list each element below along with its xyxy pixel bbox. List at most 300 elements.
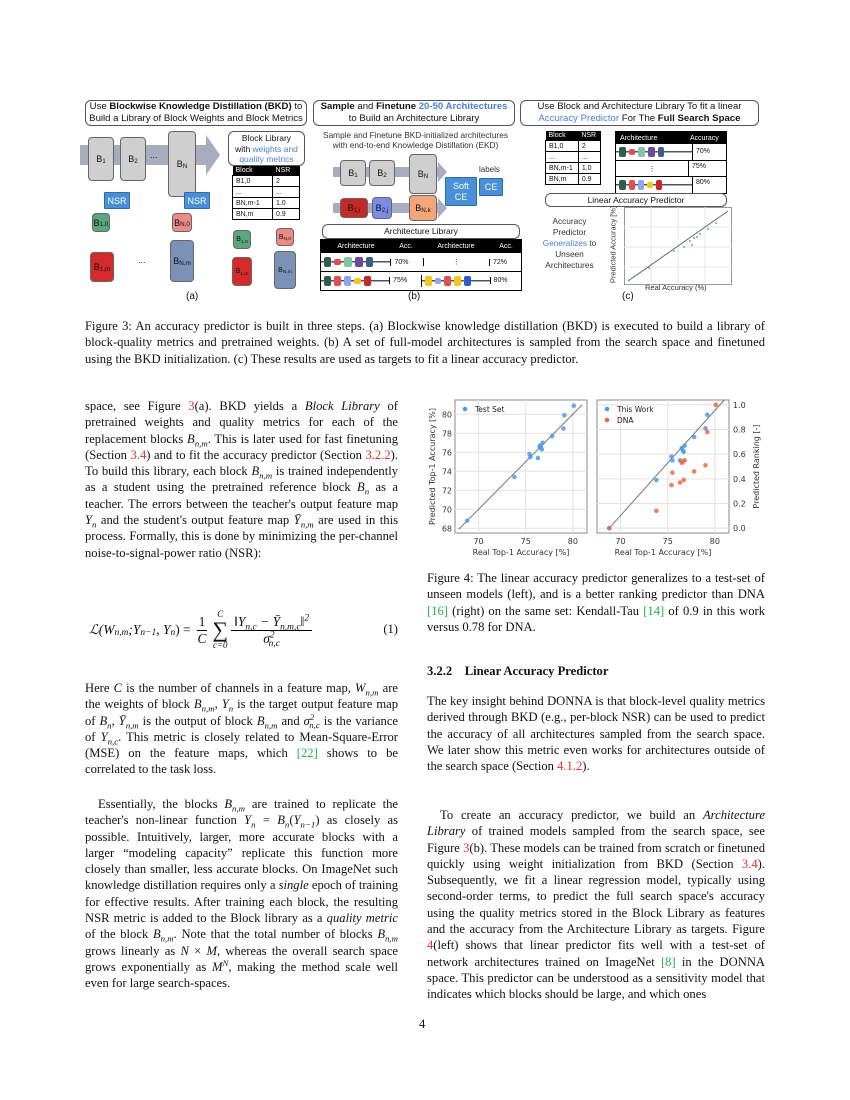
text: N,0: [283, 237, 292, 243]
text: 1: [102, 157, 106, 165]
text: [85, 681, 114, 695]
arch-diagram: [321, 275, 389, 287]
linear-predictor-box: Linear Accuracy Predictor: [545, 193, 727, 207]
ellipsis: ...: [150, 150, 158, 160]
superscript: 2: [309, 711, 315, 722]
math: [357, 480, 370, 497]
subscript: n,m: [300, 519, 314, 530]
text: B: [347, 203, 354, 213]
text: shows to be correlated to the task loss.: [85, 746, 398, 777]
text: B: [128, 154, 135, 164]
data-point-this-work: [692, 435, 697, 440]
text: [440, 808, 703, 822]
td: 80%: [692, 177, 710, 193]
text: B: [278, 266, 283, 274]
text: ) =: [175, 622, 191, 637]
data-point-test-set: [561, 426, 566, 431]
td: 0.9: [578, 174, 600, 185]
text: 2,j: [381, 206, 389, 214]
citation-link[interactable]: [661, 955, 676, 969]
panel-b-subtitle: [313, 130, 518, 150]
mini-plot-ylabel: Predicted Accuracy [%]: [608, 205, 618, 284]
text: Unseen: [555, 249, 584, 259]
text: σ: [263, 630, 270, 646]
text: and: [354, 101, 377, 112]
panel-a-label: (a): [186, 291, 199, 302]
text: 3: [463, 840, 470, 855]
math: [114, 681, 122, 695]
student-block-1: [340, 198, 368, 218]
block-bn-0: [172, 213, 192, 232]
text: ,: [214, 697, 222, 712]
text: of trained models sampled from the search space, see Figure: [427, 824, 765, 855]
text: 3.4: [741, 856, 758, 871]
text: 1,0: [240, 239, 248, 245]
text: epoch of training for effective results. After training each block, the resulting NSR metric is added to the Block library as a: [85, 878, 398, 926]
block-bn-m: [170, 240, 194, 282]
text: B: [93, 262, 100, 272]
nsr-box-1: NSR: [104, 192, 130, 209]
subscript: n,m: [125, 720, 139, 731]
text: [174, 927, 378, 941]
data-point-dna: [714, 403, 719, 408]
text: B: [99, 713, 108, 728]
text: quality metric: [326, 911, 398, 926]
text: ‖Y: [234, 613, 246, 629]
text: C: [217, 609, 224, 619]
text: B: [224, 797, 233, 811]
text: . This is later used for fast finetuning (Section: [85, 431, 398, 462]
text: is the output of block: [138, 713, 257, 728]
td: B1,0: [233, 176, 273, 187]
math: [224, 797, 246, 814]
td: 75%: [389, 277, 420, 284]
th: Acc.: [499, 243, 513, 250]
text: 2: [383, 171, 387, 179]
text: M: [212, 959, 223, 974]
figure-3-caption: Figure 3: An accuracy predictor is built in three steps. (a) Blockwise knowledge distillation (BKD) is executed to build a library of block-quality metrics and pretrained weights. (b) A set of full-model architectures is sampled from the search space and finetuned using the BKD initialization. (c) These results are used as targets to fit a linear accuracy predictor.: [85, 319, 765, 366]
text: 20-50 Architectures: [416, 101, 508, 112]
data-point-dna: [705, 430, 710, 435]
mini-accuracy-plot: [624, 207, 732, 285]
cross-reference-link[interactable]: [557, 759, 582, 773]
text: σ: [303, 713, 310, 728]
subscript: n,c: [309, 720, 320, 731]
data-point-test-set: [540, 440, 545, 445]
math: [303, 711, 320, 731]
math: [293, 813, 316, 830]
td: 2: [272, 176, 299, 187]
architecture-library-box: Architecture Library: [322, 224, 520, 239]
x-tick-label: 75: [520, 537, 531, 546]
text: to Build an Architecture Library: [348, 113, 480, 124]
equation-number: (1): [383, 622, 398, 636]
text: Use Block and Architecture Library To fit a linear: [537, 101, 742, 112]
text: of the block: [85, 927, 153, 942]
text: B: [176, 159, 183, 169]
text: B: [251, 464, 260, 479]
text: 3.2.2: [427, 664, 453, 678]
td: 80%: [490, 277, 521, 284]
text: space, see Figure: [85, 399, 189, 413]
subscript: n,m: [160, 933, 174, 944]
text: B: [187, 431, 195, 446]
figure-4-caption: [427, 570, 765, 636]
panel-b-label: (b): [408, 291, 421, 302]
text: c=0: [212, 640, 228, 650]
subscript: n−1: [300, 819, 316, 830]
td: 0.9: [272, 209, 299, 220]
text: ‖: [300, 613, 305, 629]
text: Accuracy Predictor: [538, 113, 620, 124]
math: [193, 697, 215, 714]
text: N: [180, 943, 189, 958]
text: single: [278, 878, 309, 893]
x-tick-label: 70: [615, 537, 626, 546]
text: of 0.9 in this work versus 0.78 for DNA.: [427, 603, 765, 635]
text: with end-to-end Knowledge Distillation (EKD): [332, 140, 499, 150]
text: B: [174, 217, 181, 228]
x-tick-label: 75: [662, 537, 673, 546]
td: ...: [546, 152, 579, 163]
text: B: [357, 480, 365, 495]
y-tick-label: 0.0: [733, 524, 746, 534]
td: 75%: [688, 161, 706, 176]
text: and: [277, 713, 304, 728]
cross-reference-link[interactable]: [742, 857, 758, 871]
text: B: [193, 697, 202, 712]
text: to: [291, 101, 303, 112]
th: Architecture: [337, 243, 375, 250]
y-tick-label: 70: [441, 505, 452, 515]
text: ∑: [212, 617, 229, 642]
denominator: [263, 630, 280, 650]
panel-a-header: [85, 100, 307, 126]
text: n,c: [245, 622, 257, 633]
math: [355, 681, 379, 698]
data-point-test-set: [528, 455, 533, 460]
text: of pretrained weights and quality metrics for each of the replacement blocks: [85, 399, 399, 446]
text: is the variance of: [85, 713, 399, 744]
block-b1: [88, 137, 114, 181]
y-axis-label: Predicted Top-1 Accuracy [%]: [428, 407, 437, 526]
text: [427, 841, 765, 871]
text: B: [93, 217, 100, 228]
text: (b). These models can be trained from scratch or finetuned quickly using weight initialization from BKD (Section: [427, 840, 765, 871]
td: B1,0: [546, 141, 579, 152]
text: Y: [221, 697, 229, 712]
text: as a teacher. The errors between the teacher's output feature map: [85, 480, 398, 511]
text: N,k: [421, 206, 431, 214]
y-tick-label: 0.4: [733, 474, 746, 484]
text: [327, 911, 398, 925]
fraction-nsr: [231, 613, 312, 650]
labels-text: labels: [479, 165, 500, 174]
panel-b-header: [313, 100, 515, 126]
citation-link[interactable]: [297, 746, 318, 760]
text: 4.1.2: [557, 759, 583, 774]
text: [448, 604, 643, 618]
text: Sample and Finetune BKD-initialized architectures: [323, 130, 508, 140]
text: Architectures: [545, 260, 594, 270]
text: − Ȳ: [256, 613, 281, 629]
text: [305, 399, 380, 413]
text: B: [235, 268, 241, 275]
text: (left) shows that linear predictor fits well with a test-set of network architectures trained on ImageNet: [427, 938, 765, 969]
text: [22]: [296, 746, 318, 761]
architecture-table-b: [320, 239, 522, 291]
arch-diagram: [616, 179, 692, 191]
text: grows linearly as: [85, 943, 181, 958]
y-tick-label: 68: [441, 524, 452, 534]
subscript: n,m: [201, 703, 215, 714]
y-tick-label: 76: [441, 448, 452, 458]
citation-link[interactable]: [643, 604, 664, 618]
text: N,0: [180, 221, 190, 229]
student-block-n: [409, 195, 437, 221]
text: [279, 878, 309, 892]
fraction-1-over-c: [197, 614, 208, 647]
td: 1.0: [272, 198, 299, 209]
math: [277, 813, 290, 830]
text: [85, 399, 188, 413]
text: Accuracy: [552, 216, 587, 226]
data-point-test-set: [465, 518, 470, 523]
text: ;Y: [128, 622, 141, 637]
legend-label: This Work: [617, 405, 654, 414]
citation-link[interactable]: [427, 604, 448, 618]
subscript: n: [107, 720, 112, 731]
text: , whereas the overall search space grows exponentially as: [85, 943, 398, 974]
text: [122, 681, 355, 695]
text: B: [277, 813, 285, 828]
data-point-dna: [692, 469, 697, 474]
th: Accuracy: [690, 134, 719, 142]
text: B: [236, 236, 241, 243]
math: [118, 713, 139, 731]
block-b2: [120, 137, 146, 181]
lib-block-b1-0: [233, 230, 251, 249]
text: [278, 714, 304, 728]
text: [195, 399, 305, 413]
lib-block-bn-m: [274, 251, 296, 289]
subscript: n,m: [194, 438, 208, 449]
td: ⋮: [648, 165, 656, 173]
text: B: [375, 203, 382, 213]
text: [85, 944, 180, 958]
text: and the student's output feature map: [96, 513, 294, 528]
y-tick-label: 0.2: [733, 499, 746, 509]
data-point-this-work: [681, 449, 686, 454]
text: ). Subsequently, we fit a linear regression model, typically using second-order terms, to predict the full search space's accuracy using the quality metrics stored in the Block Library as features and the accuracy from the Architecture Library as targets. Figure: [427, 856, 765, 937]
math: [293, 513, 314, 530]
block-nsr-table-a: [232, 166, 300, 220]
cross-reference-link[interactable]: [365, 448, 390, 462]
text: Essentially, the blocks: [98, 797, 225, 811]
text: (: [289, 813, 294, 828]
text: B: [417, 169, 424, 179]
section-heading-3-2-2: [427, 664, 608, 679]
architecture-table-c: [615, 131, 727, 194]
data-point-this-work: [705, 412, 710, 417]
left-paragraph-2: [85, 680, 398, 778]
math: [377, 927, 398, 944]
subscript: n,m: [259, 470, 273, 481]
text: 1: [354, 171, 358, 179]
chart-ranking: [597, 400, 761, 557]
text: weights and quality metrics: [239, 143, 298, 164]
text: is trained independently as a student using the pretrained reference block: [85, 464, 399, 495]
text: [189, 944, 207, 958]
text: Y: [244, 813, 252, 828]
figure-4-charts: [425, 395, 770, 560]
td: ...: [233, 187, 273, 198]
text: are the weights of block: [85, 681, 398, 712]
superscript: N: [222, 957, 229, 968]
text: n,c: [268, 639, 280, 650]
text: Block Library: [241, 133, 292, 143]
y-tick-label: 0.8: [733, 425, 746, 435]
nsr-box-n: NSR: [184, 192, 210, 209]
ellipsis: ...: [138, 255, 146, 265]
arch-diagram: [616, 146, 692, 158]
arch-diagram: [421, 275, 490, 287]
text: Full Search Space: [657, 113, 741, 124]
legend-label: DNA: [617, 416, 634, 425]
text: To create an accuracy predictor, we build an: [440, 808, 703, 822]
text: 3: [188, 399, 195, 413]
ce-box: CE: [479, 178, 503, 196]
x-tick-label: 70: [473, 537, 484, 546]
text: 1,m: [240, 271, 249, 277]
text: W: [355, 681, 366, 695]
data-point-dna: [682, 458, 687, 463]
left-paragraph-3: [85, 796, 398, 992]
x-tick-label: 80: [567, 537, 578, 546]
text: B: [377, 168, 384, 178]
right-paragraph-2: [427, 807, 765, 1003]
y-tick-label: 80: [441, 410, 452, 420]
text: 2: [269, 630, 275, 640]
math: [152, 927, 174, 944]
text: Sample: [320, 101, 355, 112]
th: NSR: [272, 166, 299, 176]
legend-marker: [605, 418, 610, 423]
block-b1-m: [90, 252, 114, 282]
text: [85, 927, 153, 941]
math: [187, 431, 208, 449]
text: N: [423, 172, 429, 180]
text: B: [348, 168, 355, 178]
subscript: n,m: [365, 687, 379, 698]
cross-reference-link[interactable]: [131, 448, 147, 462]
text: M: [206, 943, 217, 958]
right-paragraph-1: [427, 693, 765, 774]
math: [85, 513, 97, 530]
text: B: [256, 713, 265, 728]
text: B: [278, 233, 284, 241]
text: B: [377, 927, 386, 942]
text: Ȳ: [118, 713, 126, 728]
subscript: n: [364, 487, 370, 497]
legend-marker: [605, 407, 610, 412]
td: ...: [578, 152, 600, 163]
text: N,m: [282, 270, 292, 276]
numerator: [231, 614, 312, 631]
text: =: [255, 813, 278, 828]
text: n−1: [140, 627, 157, 638]
th: Architecture: [437, 243, 475, 250]
text: n: [170, 627, 176, 638]
text: Blockwise Knowledge Distillation (BKD): [109, 101, 292, 112]
td: 72%: [489, 259, 521, 266]
text: Y: [85, 513, 93, 528]
data-point-dna: [681, 478, 686, 483]
td: 70%: [390, 259, 422, 266]
text: C: [197, 630, 207, 646]
text: [146, 448, 365, 462]
text: Y: [293, 813, 301, 828]
subscript: n: [284, 819, 290, 830]
block-nsr-table-c: [545, 131, 601, 185]
text: [256, 813, 278, 827]
text: ×: [188, 943, 207, 958]
text: are trained to replicate the teacher's non-linear function: [85, 797, 398, 828]
arch-diagram: [321, 256, 390, 268]
th: Architecture: [620, 134, 658, 142]
math: [256, 713, 278, 731]
y-axis-label: Predicted Ranking [-]: [752, 424, 761, 509]
x-axis-label: Real Top-1 Accuracy [%]: [472, 548, 570, 557]
text: 1,i: [353, 206, 361, 214]
text: Build a Library of Block Weights and Block Metrics: [89, 113, 303, 124]
left-paragraph-1: [85, 398, 398, 561]
text: [96, 513, 293, 527]
subscript: n,m: [232, 803, 246, 814]
y-tick-label: 0.6: [733, 450, 746, 460]
text: ) as closely as possible. Intuitively, larger, more accurate blocks with a larger “modeling capacity” replicate this function more closely than smaller, less accurate blocks. On ImageNet such knowledge distillation requires only a: [85, 813, 399, 893]
data-point-dna: [670, 470, 675, 475]
th: NSR: [578, 131, 600, 141]
arrow-head: [206, 135, 220, 175]
text: Here: [85, 681, 114, 695]
equation-1: [85, 602, 398, 658]
y-tick-label: 78: [441, 429, 452, 439]
text: 2: [134, 157, 138, 165]
text: is the target output feature map of: [85, 697, 398, 728]
data-point-dna: [703, 463, 708, 468]
text: 1: [198, 613, 206, 629]
y-tick-label: 1.0: [733, 400, 746, 410]
block-b1-0: [92, 213, 110, 232]
summation: [212, 610, 228, 650]
text: [98, 797, 224, 811]
text: B: [415, 203, 422, 213]
text: ℒ(W: [89, 622, 115, 637]
td: ⋮: [423, 258, 489, 266]
text: with: [235, 143, 253, 154]
text: n,m: [114, 627, 129, 638]
text: to: [587, 238, 597, 248]
data-point-test-set: [562, 413, 567, 418]
td: 2: [578, 141, 600, 152]
block-library-box: [228, 131, 305, 166]
data-point-dna: [678, 480, 683, 485]
text: [427, 694, 765, 773]
data-point-dna: [669, 483, 674, 488]
data-point-test-set: [550, 434, 555, 439]
text: C: [113, 681, 122, 695]
